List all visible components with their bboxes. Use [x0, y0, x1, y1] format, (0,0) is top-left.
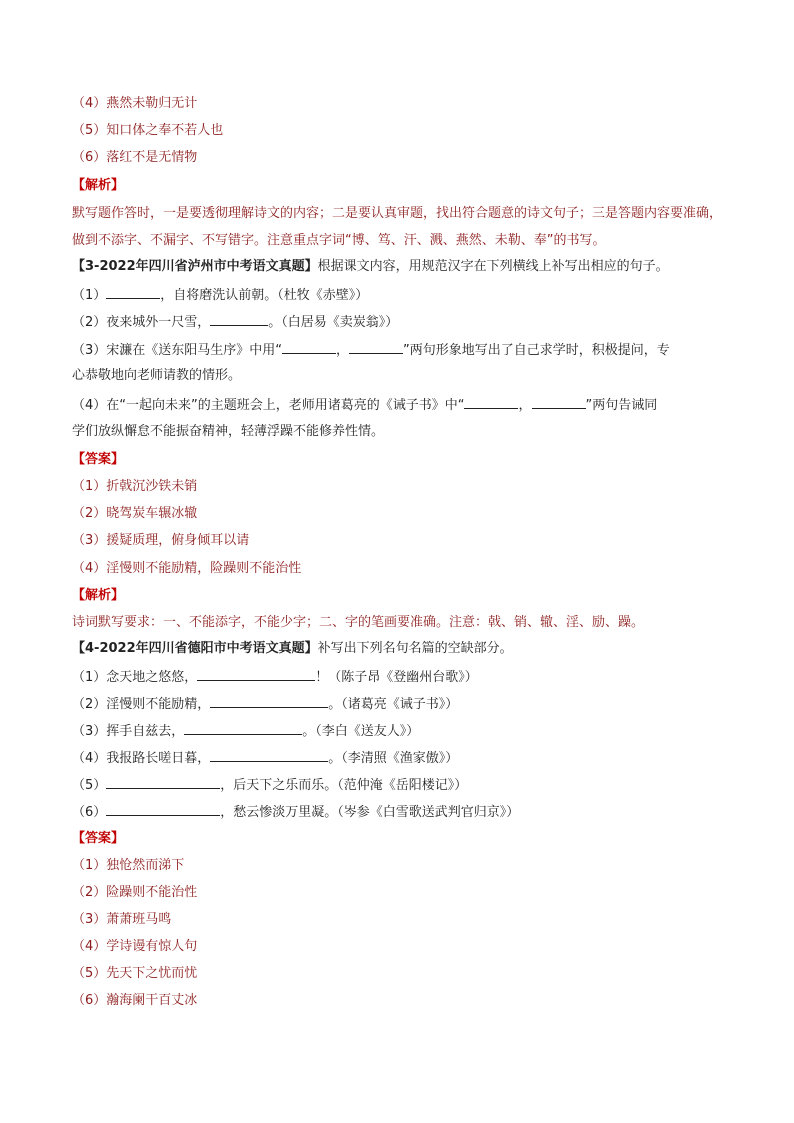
- analysis-tag: 【解析】: [72, 588, 125, 603]
- question-prompt: 根据课文内容，用规范汉字在下列横线上补写出相应的句子。: [317, 259, 669, 274]
- blank-line: [106, 803, 220, 816]
- answer-line: （4）学诗谩有惊人句: [72, 939, 198, 954]
- answer-line: （1）独怆然而涕下: [72, 858, 185, 873]
- answer-line: （6）瀚海阑干百丈冰: [72, 993, 198, 1008]
- fill-item: （1）念天地之悠悠， ！（陈子昂《登幽州台歌》）: [72, 670, 478, 685]
- answer-line: （2）险躁则不能治性: [72, 885, 198, 900]
- answer-tag: 【答案】: [72, 831, 125, 846]
- fill-item: （2）淫慢则不能励精， 。（诸葛亮《诫子书》）: [72, 697, 459, 712]
- fill-item: （3）宋濂在《送东阳马生序》中用“ ， ”两句形象地写出了自己求学时，积极提问，专: [72, 343, 670, 358]
- fill-item: （4）在“一起向未来”的主题班会上，老师用诸葛亮的《诫子书》中“ ， ”两句告诫同: [72, 398, 658, 413]
- answer-tag: 【答案】: [72, 452, 125, 467]
- question-3-header: [72, 258, 669, 276]
- blank-line: [184, 722, 302, 735]
- fill-item-continued: 学们放纵懈怠不能振奋精神，轻薄浮躁不能修养性情。: [72, 424, 385, 439]
- fill-item: （3）挥手自兹去， 。（李白《送友人》）: [72, 724, 420, 739]
- answer-line: （6）落红不是无情物: [72, 150, 198, 165]
- fill-item: （2）夜来城外一尺雪， 。（白居易《卖炭翁》）: [72, 315, 399, 330]
- blank-line: [106, 776, 220, 789]
- fill-item: （1） ，自将磨洗认前朝。（杜牧《赤壁》）: [72, 288, 369, 303]
- answer-line: （3）萧萧班马鸣: [72, 912, 172, 927]
- analysis-text: 默写题作答时，一是要透彻理解诗文的内容；二是要认真审题，找出符合题意的诗文句子；三是答题内容要准确，做到不添字、不漏字、不写错字。注意重点字词“博、笃、汗、溅、燕然、未勒、奉”的书写。: [72, 206, 723, 248]
- blank-line: [210, 313, 268, 326]
- answer-line: （5）知口体之奉不若人也: [72, 123, 224, 138]
- analysis-text: 诗词默写要求：一、不能添字，不能少字；二、字的笔画要准确。注意：戟、销、辙、淫、励、躁。: [72, 615, 645, 630]
- blank-line: [106, 286, 160, 299]
- answer-line: （2）晓驾炭车辗冰辙: [72, 506, 198, 521]
- blank-line: [210, 749, 328, 762]
- blank-line: [282, 341, 336, 354]
- fill-item-continued: 心恭敬地向老师请教的情形。: [72, 368, 242, 383]
- question-source: 【3-2022年四川省泸州市中考语文真题】: [72, 259, 318, 274]
- blank-line: [464, 396, 518, 409]
- answer-line: （4）燕然未勒归无计: [72, 96, 198, 111]
- answer-line: （3）援疑质理，俯身倾耳以请: [72, 533, 250, 548]
- answer-line: （1）折戟沉沙铁未销: [72, 479, 198, 494]
- blank-line: [197, 668, 315, 681]
- analysis-tag: 【解析】: [72, 178, 125, 193]
- fill-item: （4）我报路长嗟日暮， 。（李清照《渔家傲》）: [72, 751, 459, 766]
- fill-item: （5） ，后天下之乐而乐。（范仲淹《岳阳楼记》）: [72, 778, 468, 793]
- question-prompt: 补写出下列名句名篇的空缺部分。: [317, 641, 513, 656]
- blank-line: [532, 396, 586, 409]
- question-4-header: [72, 640, 513, 658]
- blank-line: [349, 341, 403, 354]
- blank-line: [210, 695, 328, 708]
- question-source: 【4-2022年四川省德阳市中考语文真题】: [72, 641, 318, 656]
- answer-line: （5）先天下之忧而忧: [72, 966, 198, 981]
- answer-line: （4）淫慢则不能励精，险躁则不能治性: [72, 561, 302, 576]
- fill-item: （6） ，愁云惨淡万里凝。（岑参《白雪歌送武判官归京》）: [72, 805, 520, 820]
